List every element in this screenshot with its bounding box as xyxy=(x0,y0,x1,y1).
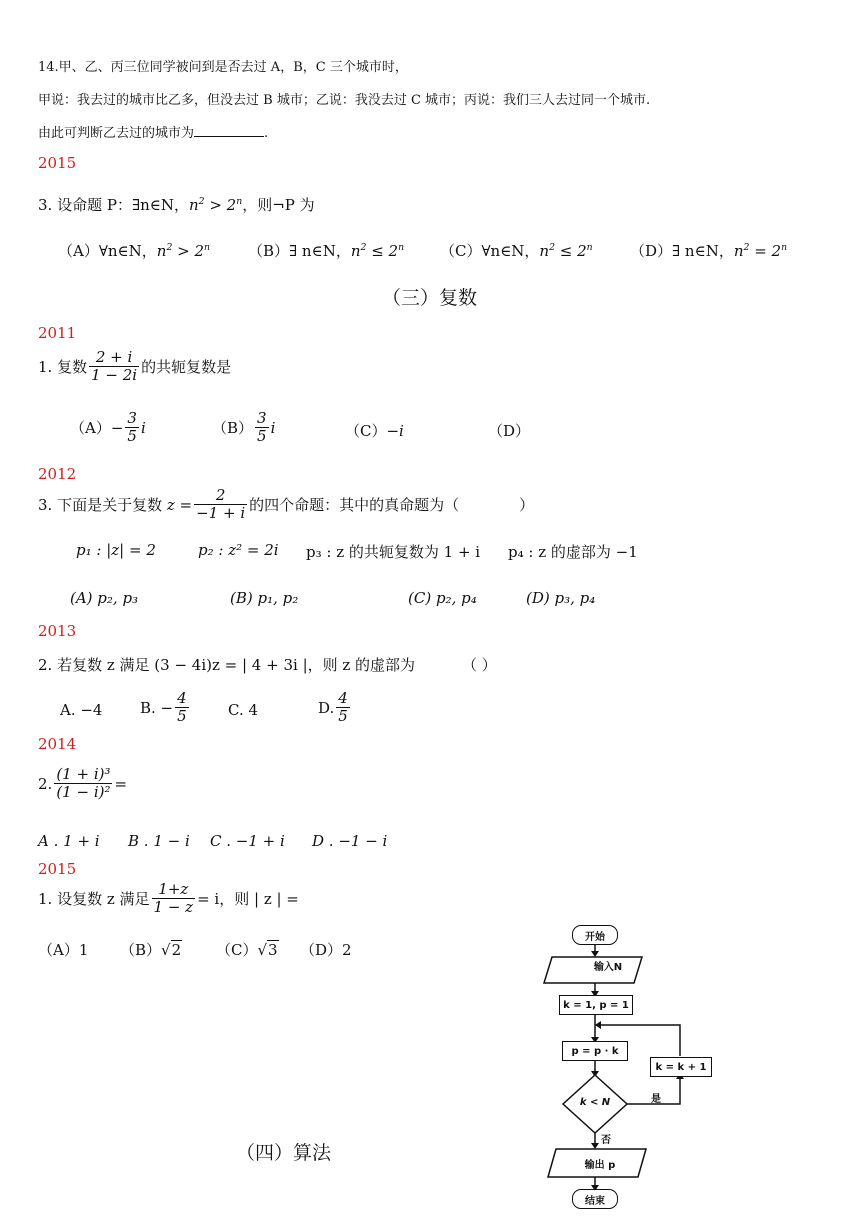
logic3-option-c: （C）∀n∈N，$n^2 \le 2^n$ xyxy=(440,242,593,260)
year-2012: 2012 xyxy=(38,465,77,483)
c2012-option-b: (B) p₁, p₂ xyxy=(230,589,299,607)
c2013-option-b: B. − $\frac{4}{5}$ xyxy=(140,689,187,725)
logic3-option-d: （D）∃ n∈N，$n^2 = 2^n$ xyxy=(630,242,788,260)
flowchart-end: 结束 xyxy=(572,1189,618,1209)
c2013-answer-paren: （ ） xyxy=(462,656,497,674)
c2011-option-b: （B） $\frac{3}{5}$ i xyxy=(212,409,276,445)
q14-line2: 甲说：我去过的城市比乙多，但没去过 B 城市；乙说：我没去过 C 城市；丙说：我们三人去过同一个城市. xyxy=(38,93,651,108)
c2012-stem: 3. 下面是关于复数 z = $\frac{2}{-1 + i}$ 的四个命题：其中的真命题为（ ） xyxy=(38,486,535,522)
c2012-option-d: (D) p₃, p₄ xyxy=(526,589,596,607)
section-complex-title: （三）复数 xyxy=(382,287,478,309)
c2013-option-d: D. $\frac{4}{5}$ xyxy=(318,689,348,725)
c2015-option-c: （C）√3 xyxy=(216,941,278,959)
c2015-option-a: （A）1 xyxy=(38,941,89,959)
answer-blank[interactable] xyxy=(194,122,264,137)
c2014-option-b: B . 1 − i xyxy=(128,832,190,850)
q14-line1: 14.甲、乙、丙三位同学被问到是否去过 A，B，C 三个城市时， xyxy=(38,60,408,75)
c2011-stem: 1. 复数 $\frac{2 + i}{1 - 2i}$ 的共轭复数是 xyxy=(38,348,232,384)
c2012-p3: p₃ : z 的共轭复数为 1 + i xyxy=(306,543,481,561)
flowchart-yes-label: 是 xyxy=(651,1094,661,1105)
year-2014: 2014 xyxy=(38,735,77,753)
q14-line3: 由此可判断乙去过的城市为 . xyxy=(38,122,268,141)
c2012-option-a: (A) p₂, p₃ xyxy=(70,589,139,607)
c2013-option-a: A. −4 xyxy=(60,701,103,719)
flowchart-condition: k < N xyxy=(579,1097,611,1108)
c2012-p4: p₄ : z 的虚部为 −1 xyxy=(508,543,638,561)
flowchart-start: 开始 xyxy=(572,925,618,945)
c2014-stem: 2. $\frac{\text{(1 + i)³}}{\text{(1 − i)²}}$ = xyxy=(38,765,128,801)
logic3-option-a: （A）∀n∈N，$n^2 > 2^n$ xyxy=(58,242,211,260)
c2013-option-c: C. 4 xyxy=(228,701,259,719)
c2012-p1: p₁ : |z| = 2 xyxy=(76,541,156,559)
c2012-p2: p₂ : z² = 2i xyxy=(198,541,279,559)
c2014-option-a: A . 1 + i xyxy=(38,832,100,850)
c2012-option-c: (C) p₂, p₄ xyxy=(408,589,477,607)
year-2015-complex: 2015 xyxy=(38,860,77,878)
c2014-option-d: D . −1 − i xyxy=(312,832,388,850)
c2011-option-a: （A） − $\frac{3}{5}$ i xyxy=(70,409,146,445)
flowchart-increment: k = k + 1 xyxy=(650,1057,712,1077)
logic3-option-b: （B）∃ n∈N，$n^2 \le 2^n$ xyxy=(248,242,405,260)
flowchart-update: p = p · k xyxy=(562,1041,628,1061)
year-2015-logic: 2015 xyxy=(38,154,77,172)
flowchart-input: 输入N xyxy=(593,962,623,973)
year-2011: 2011 xyxy=(38,324,77,342)
logic3-stem: 3. 设命题 P：∃n∈N，$n^2 > 2^n$，则¬P 为 xyxy=(38,196,315,214)
year-2013: 2013 xyxy=(38,622,77,640)
flowchart-output: 输出 p xyxy=(584,1160,616,1171)
c2014-option-c: C . −1 + i xyxy=(210,832,285,850)
flowchart-no-label: 否 xyxy=(601,1135,611,1146)
section-algorithm-title: （四）算法 xyxy=(236,1142,332,1164)
c2015-stem: 1. 设复数 z 满足 $\frac{1+z}{1 - z}$ = i，则 | z | = xyxy=(38,880,299,916)
c2015-option-b: （B）√2 xyxy=(120,941,182,959)
c2011-option-d: （D） xyxy=(488,422,531,440)
c2015-option-d: （D）2 xyxy=(300,941,352,959)
flowchart-init: k = 1, p = 1 xyxy=(559,995,633,1015)
c2013-stem: 2. 若复数 z 满足 (3 − 4i)z = | 4 + 3i |，则 z 的虚部为 xyxy=(38,656,416,674)
c2011-option-c: （C）−i xyxy=(345,422,404,440)
